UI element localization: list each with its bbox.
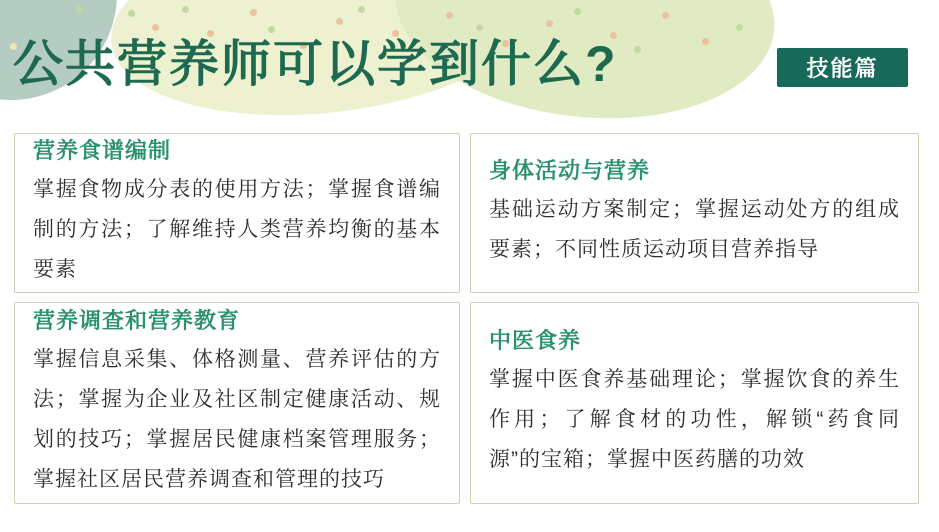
card-body: 掌握信息采集、体格测量、营养评估的方法；掌握为企业及社区制定健康活动、规划的技巧；掌握居民健康档案管理服务；掌握社区居民营养调查和管理的技巧 (33, 347, 441, 491)
card-physical-activity (470, 133, 919, 293)
card-body: 掌握食物成分表的使用方法；掌握食谱编制的方法；了解维持人类营养均衡的基本要素 (33, 177, 441, 281)
card-nutrition-recipe (14, 133, 460, 293)
card-nutrition-survey-education (14, 302, 460, 504)
page-title: 公共营养师可以学到什么? (13, 36, 618, 92)
card-tcm-dietary (470, 302, 919, 504)
card-title: 身体活动与营养 (489, 157, 651, 183)
card-body: 基础运动方案制定；掌握运动处方的组成要素；不同性质运动项目营养指导 (489, 197, 900, 261)
section-badge: 技能篇 (777, 48, 908, 87)
cards-grid (14, 133, 919, 504)
card-title: 中医食养 (489, 327, 582, 353)
header (0, 0, 939, 133)
card-title: 营养食谱编制 (33, 137, 172, 163)
card-title: 营养调查和营养教育 (33, 307, 241, 333)
card-body: 掌握中医食养基础理论；掌握饮食的养生作用；了解食材的功性，解锁“药食同源”的宝箱；掌握中医药膳的功效 (489, 367, 900, 471)
